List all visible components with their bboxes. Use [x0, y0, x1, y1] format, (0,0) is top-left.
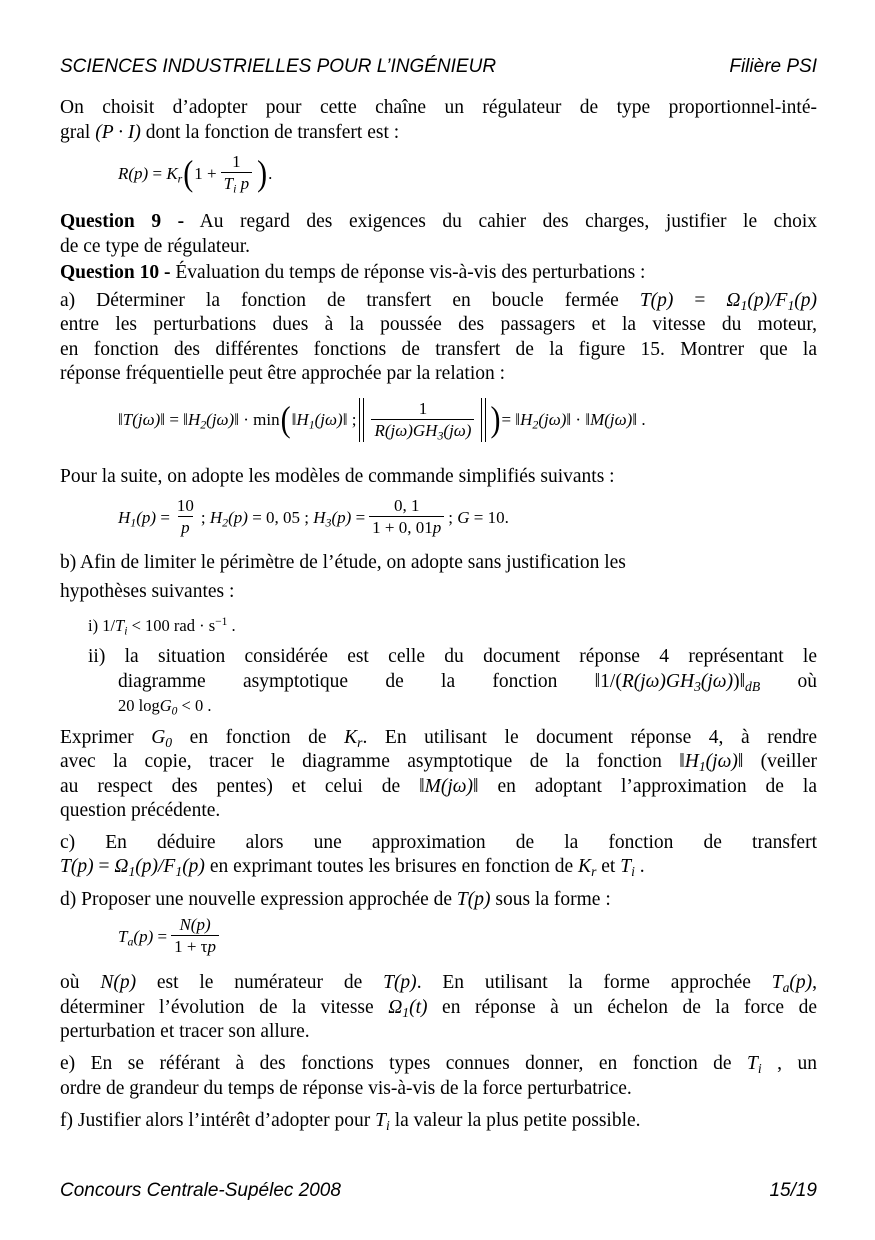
equation-T: ‖T(jω)‖ = $‖H_2(j\omega)‖ \cdot \min$ ( $‖H_1(j\omega)‖$ ; $\frac{1}{R(j\omega)GH_3(j\omega)}$ ) = $‖H_2(j\omega)‖$ · ‖M(jω)‖ . — [118, 398, 646, 443]
eq-part: $T_a(p)$ = — [118, 926, 168, 949]
question-9: Question 9 - Au regard des exigences du cahier des charges, justifier le choix — [60, 211, 817, 232]
part-b: hypothèses suivantes : — [60, 581, 235, 602]
footer-contest: Concours Centrale-Supélec 2008 — [60, 1180, 341, 1201]
hypothesis-ii: diagramme asymptotique de la fonction $‖1/(R(j\omega)GH_3(j\omega))‖_{dB}$ où — [118, 671, 817, 695]
part-e: e) En se référant à des fonctions types connues donner, en fonction de $T_i$ , un — [60, 1053, 817, 1077]
part-b: b) Afin de limiter le périmètre de l’étude, on adopte sans justification les — [60, 552, 626, 573]
intro-line: gral (P · I) dont la fonction de transfert est : — [60, 122, 400, 143]
eq-part: ‖T(jω)‖ = $‖H_2(j\omega)‖ \cdot \min$ — [118, 410, 280, 432]
numerator: 0, 1 — [393, 496, 420, 515]
eq-part: ; G = 10. — [448, 507, 509, 527]
numerator: N(p) — [179, 915, 211, 934]
part-d-text: où N(p) est le numérateur de T(p). En utilisant la forme approchée $T_a(p)$, — [60, 972, 818, 996]
exprimer: Exprimer $G_0$ en fonction de $K_r$. En utilisant le document réponse 4, à rendre — [60, 727, 818, 751]
exprimer: question précédente. — [60, 800, 221, 821]
hypothesis-ii: ii) la situation considérée est celle du document réponse 4 représentant le — [88, 646, 817, 667]
eq-part: . — [268, 163, 273, 183]
part-a: réponse fréquentielle peut être approchée par la relation : — [60, 363, 506, 384]
denominator: p — [178, 516, 193, 539]
part-c: $T(p) = \Omega_1(p)/F_1(p)$ en exprimant toutes les brisures en fonction de $K_r$ et $T_i$ . — [60, 856, 645, 880]
numerator: 10 — [176, 496, 194, 515]
part-d-text: déterminer l’évolution de la vitesse $\Omega_1(t)$ en réponse à un échelon de la force de — [60, 997, 817, 1021]
eq-part: $‖H_1(j\omega)‖$ ; — [291, 410, 357, 432]
question-10: Question 10 - Évaluation du temps de réponse vis-à-vis des perturbations : — [60, 262, 646, 283]
hypothesis-i: i) $1/T_i < 100$ rad · $s^{-1}$ . — [88, 616, 236, 638]
equation-models — [118, 496, 509, 539]
fraction — [171, 915, 219, 958]
exprimer: au respect des pentes) et celui de ‖M(jω)‖ en adoptant l’approximation de la — [60, 776, 817, 797]
equation-Ta — [118, 915, 223, 958]
fraction — [174, 496, 197, 539]
part-f: f) Justifier alors l’intérêt d’adopter pour $T_i$ la valeur la plus petite possible. — [60, 1110, 641, 1134]
numerator: 1 — [418, 398, 428, 418]
eq-part: 1 + — [194, 163, 217, 183]
numerator: 1 — [232, 152, 241, 171]
part-d-text: perturbation et tracer son allure. — [60, 1021, 310, 1042]
denominator: 1 + τp — [171, 935, 219, 958]
part-a: a) Déterminer la fonction de transfert en boucle fermée $T(p) = \Omega_1(p)/F_1(p)$ — [60, 290, 818, 314]
hypothesis-ii: 20 logG$_0$ < 0 . — [118, 696, 212, 718]
eq-part: = $‖H_2(j\omega)‖$ · ‖M(jω)‖ . — [501, 410, 646, 432]
eq-part: $H_1(p)$ = — [118, 507, 170, 530]
exprimer: avec la copie, tracer le diagramme asymptotique de la fonction $‖H_1(j\omega)‖$ (veiller — [60, 751, 817, 775]
intro-line: On choisit d’adopter pour cette chaîne un régulateur de type proportionnel-inté- — [60, 97, 817, 118]
denominator: 1 + 0, 01p — [369, 516, 444, 539]
header-title: SCIENCES INDUSTRIELLES POUR L’INGÉNIEUR — [60, 56, 497, 77]
fraction — [221, 152, 253, 195]
part-c: c) En déduire alors une approximation de la fonction de transfert — [60, 832, 817, 853]
denominator: $T_i$ p — [221, 172, 253, 195]
eq-part: $R(p) = K_r$ — [118, 163, 183, 186]
equation-regulator: $R(p) = K_r$ ( 1 + $\frac{1}{T_i p}$ ) . — [118, 152, 273, 196]
question-9: de ce type de régulateur. — [60, 236, 251, 257]
part-d: d) Proposer une nouvelle expression approchée de T(p) sous la forme : — [60, 889, 611, 910]
fraction — [369, 496, 444, 539]
models-intro: Pour la suite, on adopte les modèles de commande simplifiés suivants : — [60, 466, 615, 487]
part-a: en fonction des différentes fonctions de transfert de la figure 15. Montrer que la — [60, 339, 817, 360]
fraction — [371, 399, 474, 442]
page-number: 15/19 — [769, 1180, 817, 1201]
part-a: entre les perturbations dues à la poussée des passagers et la vitesse du moteur, — [60, 314, 817, 335]
part-e: ordre de grandeur du temps de réponse vis-à-vis de la force perturbatrice. — [60, 1078, 632, 1099]
denominator: $R(j\omega)GH_3(j\omega)$ — [371, 419, 474, 442]
header-track: Filière PSI — [729, 56, 817, 77]
eq-part: ; $H_2(p) = 0$, 05 ; $H_3(p)$ = — [200, 507, 366, 530]
